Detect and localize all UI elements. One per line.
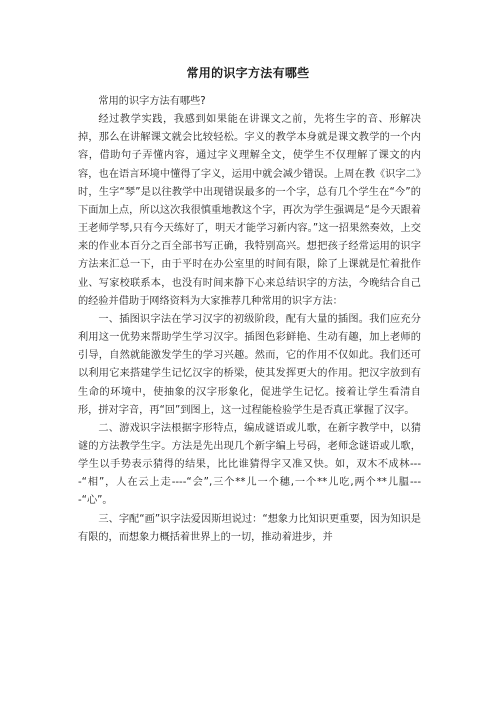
paragraph-method-3: 三、字配“画”识字法爱因斯坦说过：“想象力比知识更重要，因为知识是有限的，而想象力概括着世界上的一切，推动着进步，并 (78, 513, 421, 543)
document-title: 常用的识字方法有哪些 (186, 66, 310, 80)
paragraph-method-1: 一、插图识字法在学习汉字的初级阶段，配有大量的插图。我们应充分利用这一优势来帮助学生学习汉字。插图色彩鲜艳、生动有趣，加上老师的引导，自然就能激发学生的学习兴趣。然而，它的作用不仅如此。我们还可以利用它来搭建学生记忆汉字的桥梁，使其发挥更大的作用。把汉字放到有生命的环境中，使抽象的汉字形象化，促进学生记忆。接着让学生看清自形，拼对字音，再“回”到图上，这一过程能检验学生是否真正掌握了汉字。 (78, 313, 421, 416)
paragraph-method-2: 二、游戏识字法根据字形特点，编成谜语或儿歌，在新字教学中，以猜谜的方法教学生字。方法是先出现几个新字编上号码，老师念谜语或儿歌，学生以手势表示猜得的结果，比比谁猜得字又准又快。如，双木不成林----“相”，人在云上走----“会”,三个**儿一个穗,一个**儿吃,两个**儿腽----“心”。 (78, 422, 421, 507)
paragraph-intro: 经过教学实践，我感到如果能在讲课文之前，先将生字的音、形解决掉，那么在讲解课文就会比较轻松。字义的教学本身就是课文教学的一个内容，借助句子弄懂内容，通过字义理解全文，使学生不仅理解了课文的内容，也在语言环境中懂得了字义，运用中就会减少错误。上周在教《识字二》时，生字“琴”是以往教学中出现错误最多的一个字，总有几个学生在“今”的下面加上点，所以这次我很慎重地教这个字，再次为学生强调是“是今天跟着王老师学琴,只有今天练好了，明天才能学习新内容。”这一招果然奏效，上交来的作业本百分之百全部书写正确，我特别高兴。想把孩子经常运用的识字方法来汇总一下，由于平时在办公室里的时间有限，除了上课就是忙着批作业、写家校联系本，也没有时间来静下心来总结识字的方法，今晚结合自己的经验并借助于网络资料为大家推荐几种常用的识字方法： (78, 114, 421, 307)
paragraph-subtitle: 常用的识字方法有哪些? (98, 96, 206, 107)
document-body (78, 93, 421, 547)
